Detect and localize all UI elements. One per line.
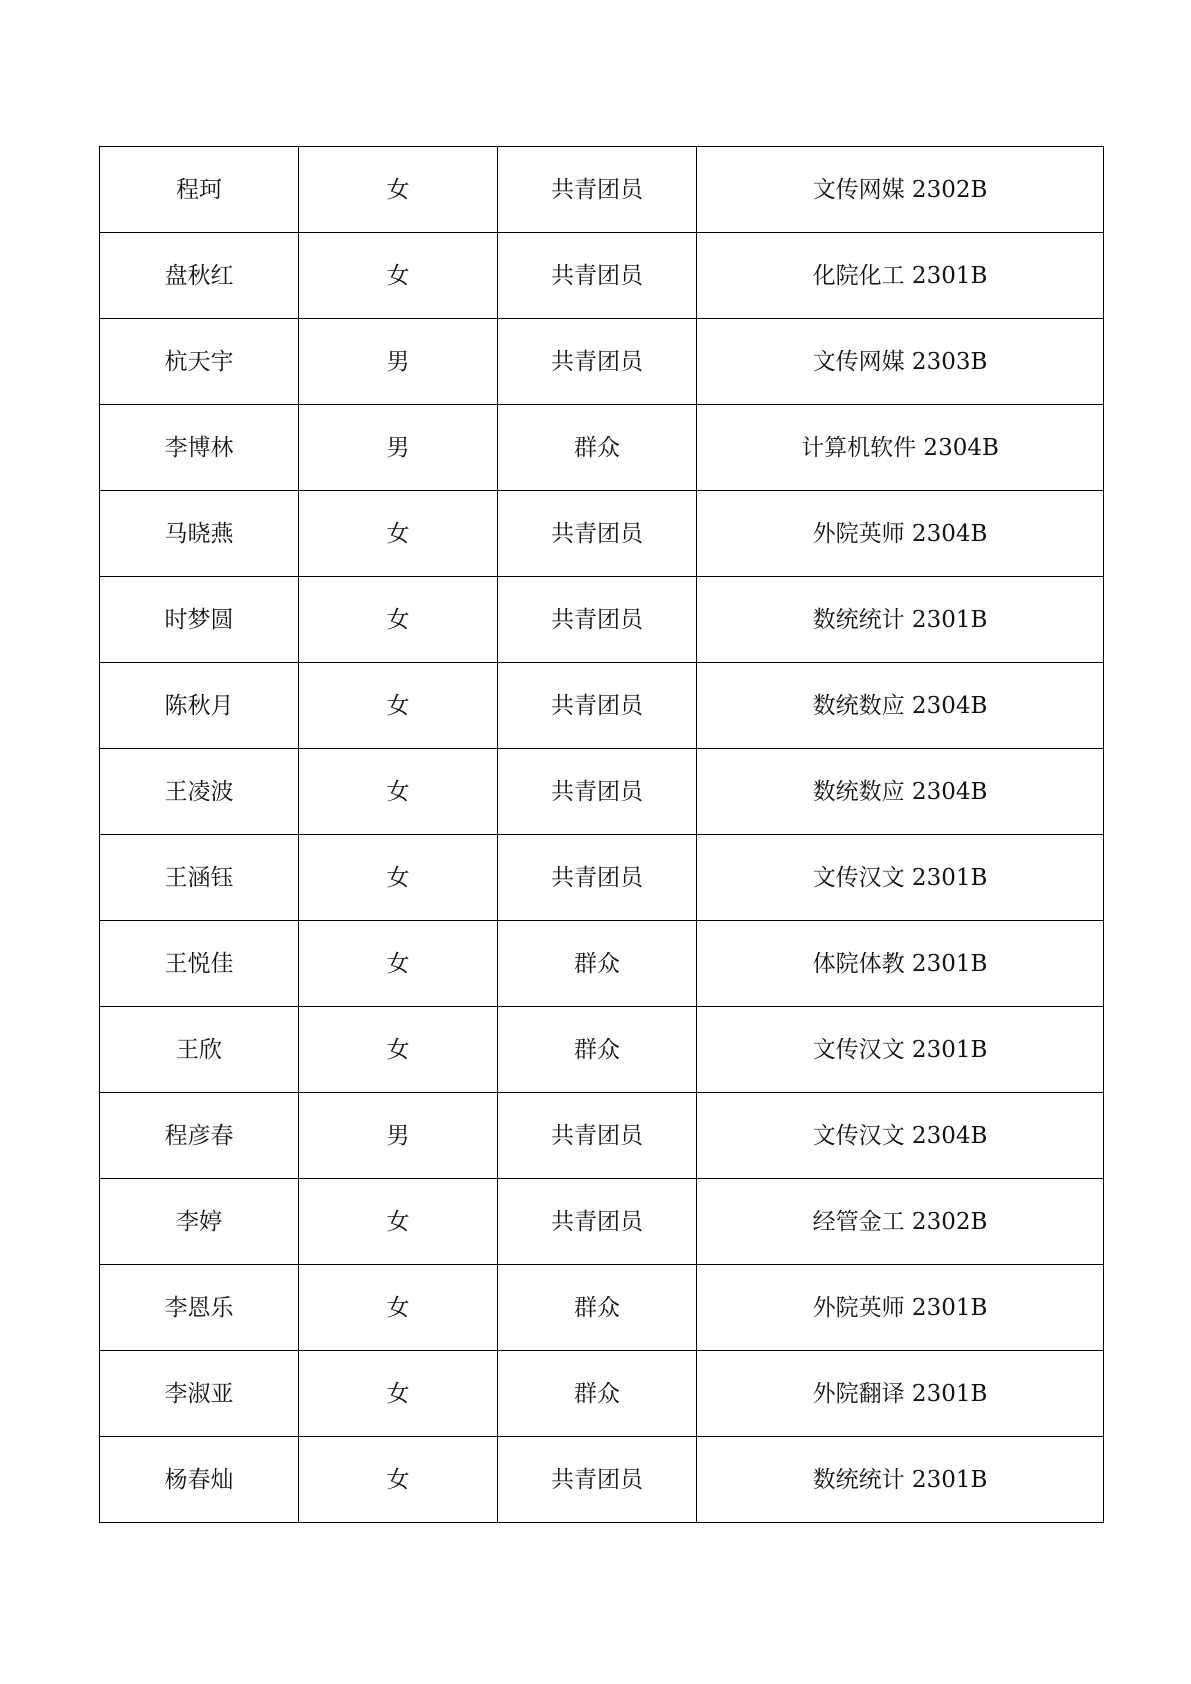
- political-status-cell: 共青团员: [498, 1437, 697, 1523]
- class-cell: 文传网媒 2302B: [697, 147, 1104, 233]
- name-cell: 程彦春: [100, 1093, 299, 1179]
- table-row: [100, 835, 1104, 921]
- name-cell: 李淑亚: [100, 1351, 299, 1437]
- political-status-cell: 共青团员: [498, 663, 697, 749]
- table-row: [100, 491, 1104, 577]
- class-cell: 数统数应 2304B: [697, 749, 1104, 835]
- gender-cell: 女: [299, 1351, 498, 1437]
- gender-cell: 女: [299, 1265, 498, 1351]
- political-status-cell: 共青团员: [498, 749, 697, 835]
- class-cell: 文传汉文 2304B: [697, 1093, 1104, 1179]
- gender-cell: 女: [299, 1437, 498, 1523]
- political-status-cell: 群众: [498, 405, 697, 491]
- name-cell: 盘秋红: [100, 233, 299, 319]
- table-row: [100, 1093, 1104, 1179]
- name-cell: 李博林: [100, 405, 299, 491]
- table-row: [100, 663, 1104, 749]
- name-cell: 杨春灿: [100, 1437, 299, 1523]
- gender-cell: 女: [299, 577, 498, 663]
- class-cell: 经管金工 2302B: [697, 1179, 1104, 1265]
- gender-cell: 男: [299, 405, 498, 491]
- gender-cell: 女: [299, 147, 498, 233]
- class-cell: 文传汉文 2301B: [697, 835, 1104, 921]
- table-row: [100, 1265, 1104, 1351]
- political-status-cell: 共青团员: [498, 147, 697, 233]
- table-row: [100, 921, 1104, 1007]
- table-row: [100, 405, 1104, 491]
- name-cell: 王涵钰: [100, 835, 299, 921]
- gender-cell: 女: [299, 233, 498, 319]
- gender-cell: 女: [299, 1007, 498, 1093]
- political-status-cell: 共青团员: [498, 319, 697, 405]
- name-cell: 李恩乐: [100, 1265, 299, 1351]
- name-cell: 王凌波: [100, 749, 299, 835]
- political-status-cell: 群众: [498, 1007, 697, 1093]
- political-status-cell: 群众: [498, 1351, 697, 1437]
- gender-cell: 女: [299, 749, 498, 835]
- gender-cell: 女: [299, 1179, 498, 1265]
- gender-cell: 男: [299, 1093, 498, 1179]
- class-cell: 数统统计 2301B: [697, 1437, 1104, 1523]
- name-cell: 李婷: [100, 1179, 299, 1265]
- class-cell: 体院体教 2301B: [697, 921, 1104, 1007]
- class-cell: 外院英师 2304B: [697, 491, 1104, 577]
- name-cell: 王悦佳: [100, 921, 299, 1007]
- class-cell: 文传网媒 2303B: [697, 319, 1104, 405]
- table-row: [100, 233, 1104, 319]
- name-cell: 时梦圆: [100, 577, 299, 663]
- name-cell: 杭天宇: [100, 319, 299, 405]
- political-status-cell: 共青团员: [498, 233, 697, 319]
- table-row: [100, 749, 1104, 835]
- roster-table: [99, 146, 1104, 1523]
- class-cell: 化院化工 2301B: [697, 233, 1104, 319]
- table-row: [100, 1007, 1104, 1093]
- table-row: [100, 147, 1104, 233]
- name-cell: 王欣: [100, 1007, 299, 1093]
- name-cell: 陈秋月: [100, 663, 299, 749]
- name-cell: 程珂: [100, 147, 299, 233]
- class-cell: 数统统计 2301B: [697, 577, 1104, 663]
- table-row: [100, 1179, 1104, 1265]
- political-status-cell: 共青团员: [498, 835, 697, 921]
- gender-cell: 男: [299, 319, 498, 405]
- political-status-cell: 共青团员: [498, 1179, 697, 1265]
- class-cell: 数统数应 2304B: [697, 663, 1104, 749]
- political-status-cell: 共青团员: [498, 577, 697, 663]
- table-row: [100, 577, 1104, 663]
- gender-cell: 女: [299, 835, 498, 921]
- table-row: [100, 1437, 1104, 1523]
- name-cell: 马晓燕: [100, 491, 299, 577]
- table-row: [100, 1351, 1104, 1437]
- class-cell: 文传汉文 2301B: [697, 1007, 1104, 1093]
- political-status-cell: 共青团员: [498, 1093, 697, 1179]
- class-cell: 计算机软件 2304B: [697, 405, 1104, 491]
- class-cell: 外院翻译 2301B: [697, 1351, 1104, 1437]
- class-cell: 外院英师 2301B: [697, 1265, 1104, 1351]
- gender-cell: 女: [299, 921, 498, 1007]
- gender-cell: 女: [299, 491, 498, 577]
- political-status-cell: 群众: [498, 921, 697, 1007]
- political-status-cell: 群众: [498, 1265, 697, 1351]
- table-row: [100, 319, 1104, 405]
- gender-cell: 女: [299, 663, 498, 749]
- political-status-cell: 共青团员: [498, 491, 697, 577]
